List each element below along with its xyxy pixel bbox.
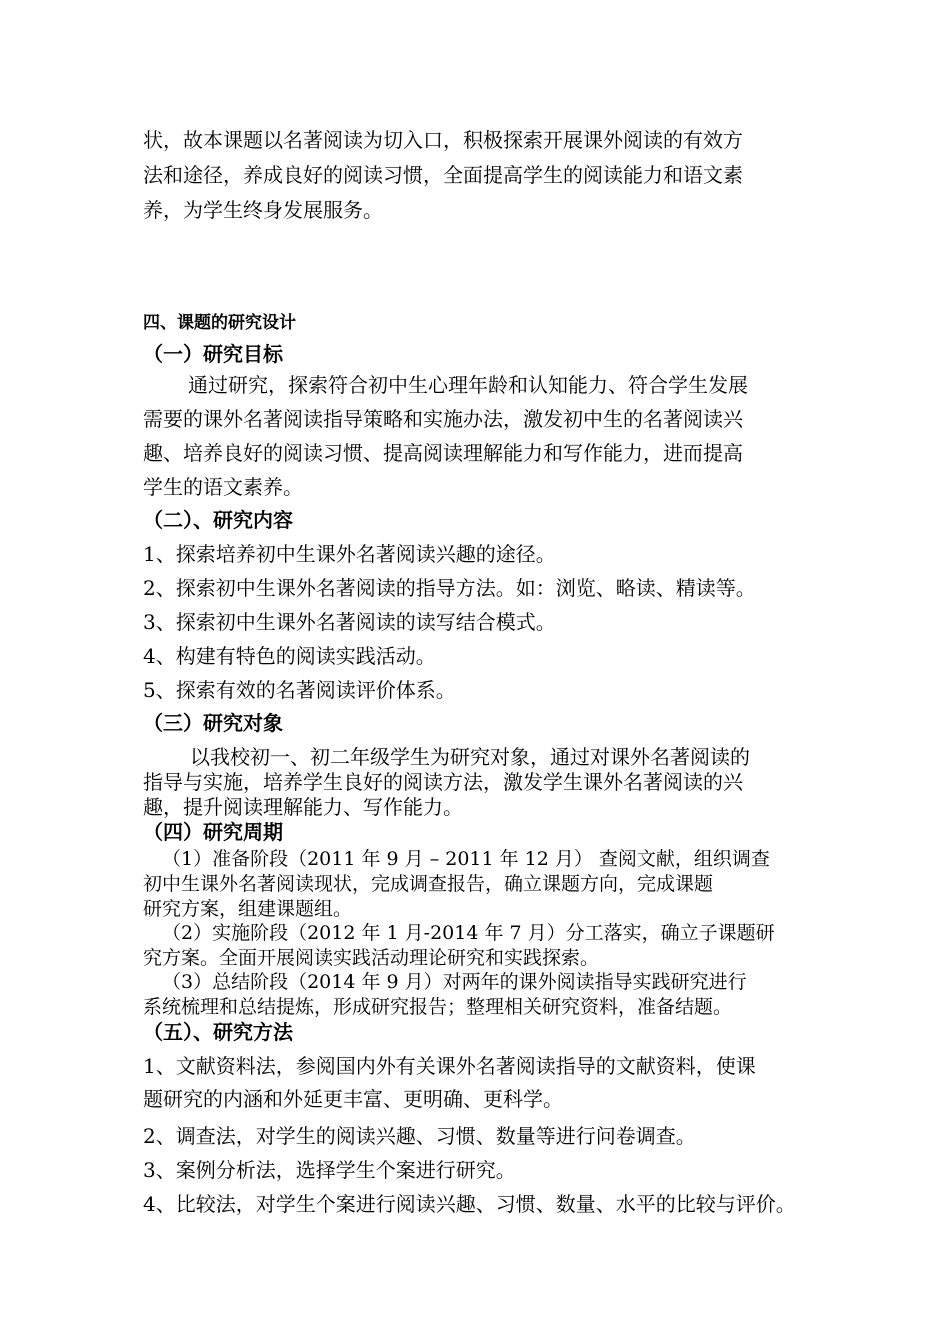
content-item: 2、探索初中生课外名著阅读的指导方法。如：浏览、略读、精读等。	[143, 576, 756, 600]
content-item: 3、探索初中生课外名著阅读的读写结合模式。	[143, 610, 556, 634]
subsection-heading-method: （五）、研究方法	[143, 1020, 293, 1044]
method-line: 题研究的内涵和外延更丰富、更明确、更科学。	[143, 1087, 563, 1111]
subject-line: 指导与实施，培养学生良好的阅读方法，激发学生课外名著阅读的兴	[143, 770, 743, 794]
subsection-heading-subject: （三）研究对象	[143, 711, 283, 735]
method-line: 4、比较法，对学生个案进行阅读兴趣、习惯、数量、水平的比较与评价。	[143, 1192, 796, 1216]
period-line: （1）准备阶段（2011 年 9 月 – 2011 年 12 月） 查阅文献，组织调查	[162, 848, 770, 870]
goal-line: 趣、培养良好的阅读习惯、提高阅读理解能力和写作能力，进而提高	[143, 441, 743, 465]
period-line: 研究方案，组建课题组。	[143, 898, 353, 920]
period-line: （2）实施阶段（2012 年 1 月-2014 年 7 月）分工落实，确立子课题研	[162, 922, 775, 944]
method-line: 1、文献资料法，参阅国内外有关课外名著阅读指导的文献资料，使课	[143, 1054, 756, 1078]
period-line: 究方案。全面开展阅读实践活动理论研究和实践探索。	[143, 947, 600, 969]
intro-line: 养，为学生终身发展服务。	[143, 198, 383, 222]
subsection-heading-goal: （一）研究目标	[143, 342, 283, 366]
intro-line: 法和途径，养成良好的阅读习惯，全面提高学生的阅读能力和语文素	[143, 163, 743, 187]
method-line: 3、案例分析法，选择学生个案进行研究。	[143, 1158, 516, 1182]
period-line: （3）总结阶段（2014 年 9 月）对两年的课外阅读指导实践研究进行	[162, 971, 747, 993]
goal-line: 通过研究，探索符合初中生心理年龄和认知能力、符合学生发展	[188, 373, 748, 397]
goal-line: 学生的语文素养。	[143, 475, 303, 499]
subject-line: 趣，提升阅读理解能力、写作能力。	[143, 795, 463, 819]
content-item: 4、构建有特色的阅读实践活动。	[143, 644, 436, 668]
period-line: 初中生课外名著阅读现状，完成调查报告，确立课题方向，完成课题	[143, 873, 714, 895]
goal-line: 需要的课外名著阅读指导策略和实施办法，激发初中生的名著阅读兴	[143, 407, 743, 431]
section-heading: 四、课题的研究设计	[143, 313, 296, 333]
method-line: 2、调查法，对学生的阅读兴趣、习惯、数量等进行问卷调查。	[143, 1124, 696, 1148]
subsection-heading-content: （二）、研究内容	[143, 508, 293, 532]
content-item: 1、探索培养初中生课外名著阅读兴趣的途径。	[143, 542, 556, 566]
period-line: 系统梳理和总结提炼，形成研究报告；整理相关研究资料，准备结题。	[143, 996, 733, 1018]
subject-line: 以我校初一、初二年级学生为研究对象，通过对课外名著阅读的	[190, 745, 750, 769]
content-item: 5、探索有效的名著阅读评价体系。	[143, 678, 456, 702]
intro-line: 状，故本课题以名著阅读为切入口，积极探索开展课外阅读的有效方	[143, 128, 743, 152]
subsection-heading-period: （四）研究周期	[143, 820, 283, 844]
